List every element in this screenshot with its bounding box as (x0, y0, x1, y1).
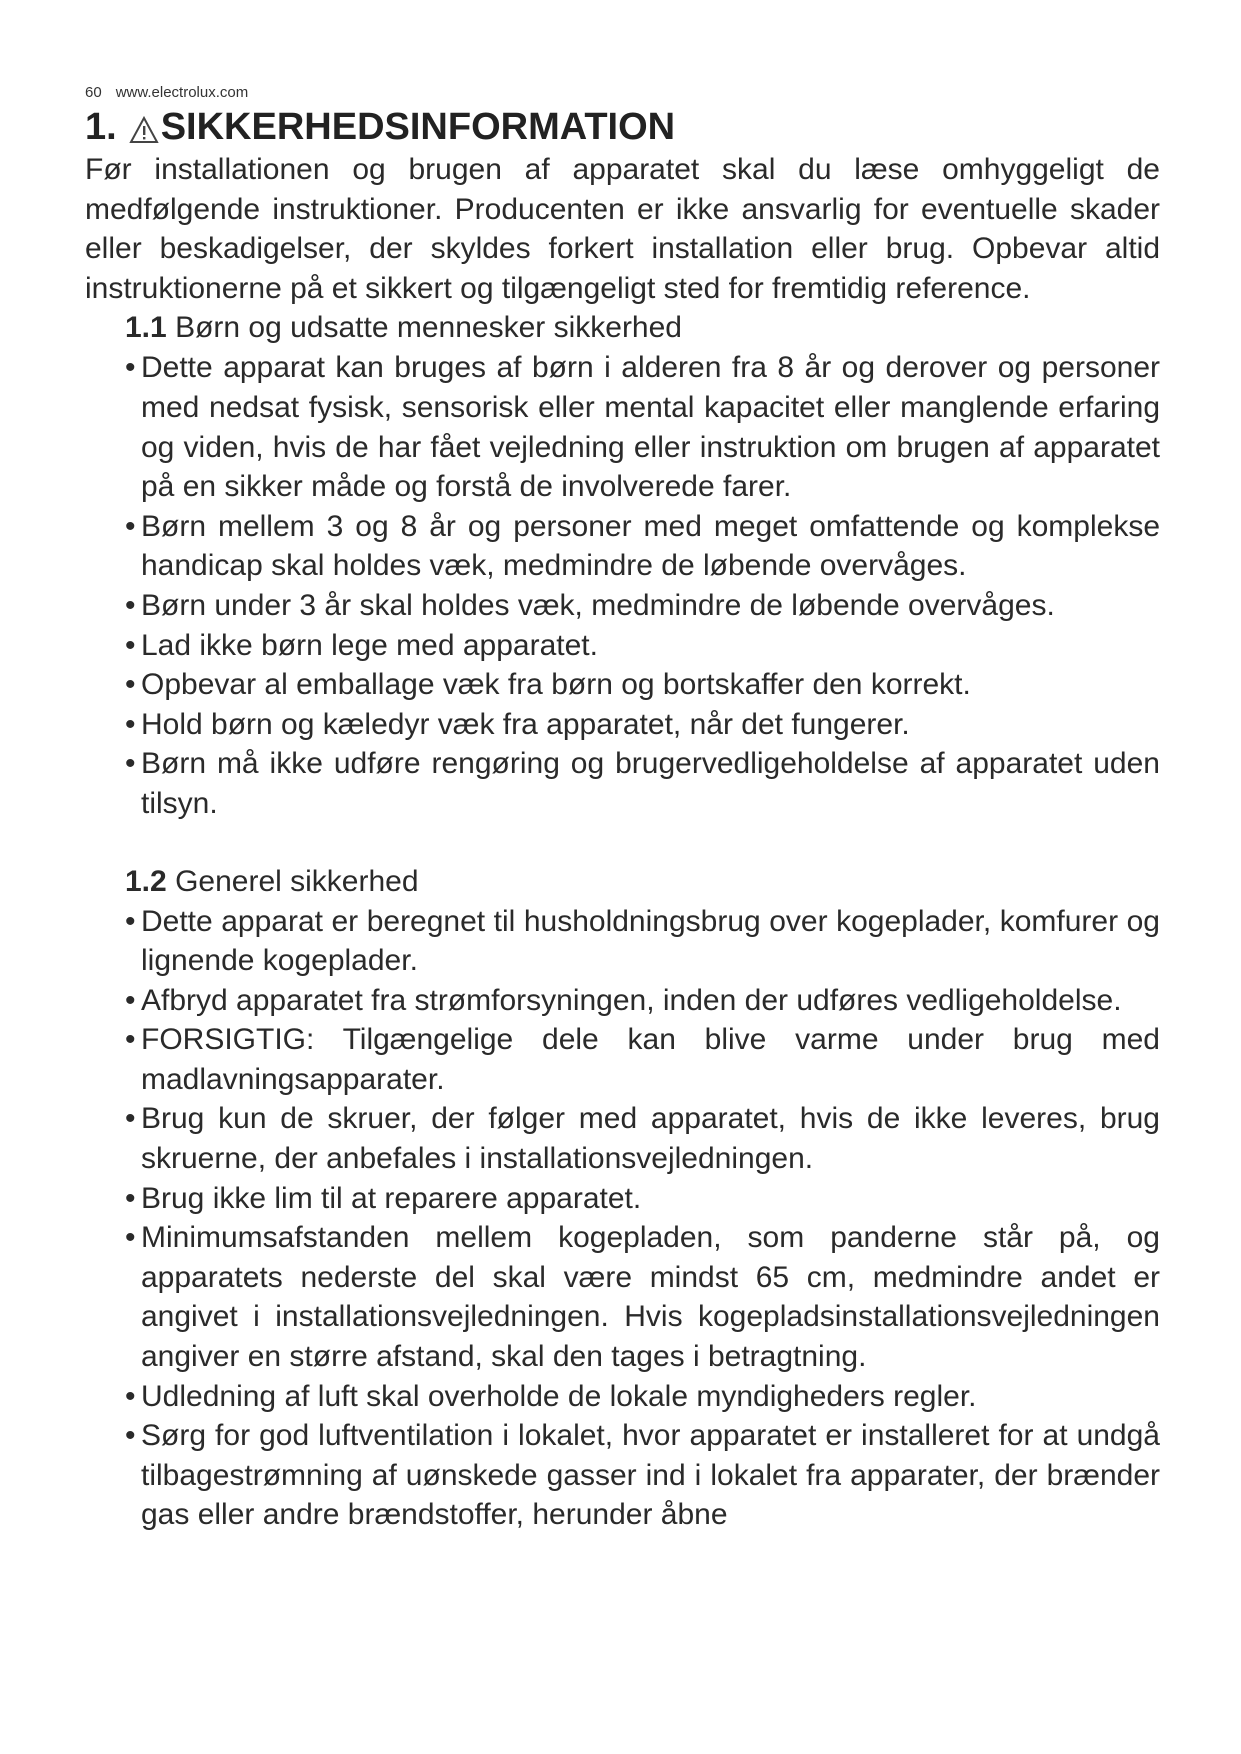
list-item: • Børn under 3 år skal holdes væk, medmindre de løbende overvåges. (125, 586, 1160, 626)
manual-page (85, 82, 1160, 1535)
subsection-heading (125, 308, 1160, 348)
spacer (85, 824, 1160, 862)
bullet-list (125, 348, 1160, 823)
list-item: • Opbevar al emballage væk fra børn og bortskaffer den korrekt. (125, 665, 1160, 705)
website-link[interactable]: www.electrolux.com (115, 84, 249, 101)
list-item: • Lad ikke børn lege med apparatet. (125, 626, 1160, 666)
bullet-list (125, 902, 1160, 1536)
list-item: • Udledning af luft skal overholde de lokale myndigheders regler. (125, 1377, 1160, 1417)
list-item: • Brug kun de skruer, der følger med apparatet, hvis de ikke leveres, brug skruerne, der anbefales i installationsvejledningen. (125, 1099, 1160, 1178)
section-title-text: SIKKERHEDSINFORMATION (160, 106, 676, 148)
list-item: • Hold børn og kæledyr væk fra apparatet, når det fungerer. (125, 705, 1160, 745)
intro-paragraph: Før installationen og brugen af apparatet skal du læse omhyggeligt de medfølgende instruktioner. Producenten er ikke ansvarlig for eventuelle skader eller beskadigelser, der skyldes forkert installation eller brug. Opbevar altid instruktionerne på et sikkert og tilgængeligt sted for fremtidig reference. (85, 153, 1160, 305)
list-item: • Børn må ikke udføre rengøring og brugervedligeholdelse af apparatet uden tilsyn. (125, 744, 1160, 823)
subsection-number: 1.2 (125, 864, 167, 898)
subsection-number: 1.1 (125, 311, 167, 345)
list-item: • Børn mellem 3 og 8 år og personer med meget omfattende og komplekse handicap skal holdes væk, medmindre de løbende overvåges. (125, 507, 1160, 586)
page-number: 60 (85, 84, 102, 101)
subsection-heading (125, 862, 1160, 902)
list-item: • Dette apparat kan bruges af børn i alderen fra 8 år og derover og personer med nedsat fysisk, sensorisk eller mental kapacitet eller manglende erfaring og viden, hvis de har fået vejledning eller instruktion om brugen af apparatet på en sikker måde og forstå de involverede farer. (125, 348, 1160, 506)
section-title (85, 104, 1160, 150)
section-children-safety (125, 308, 1160, 823)
list-item: • Brug ikke lim til at reparere apparatet. (125, 1179, 1160, 1219)
list-item: • Minimumsafstanden mellem kogepladen, som panderne står på, og apparatets nederste del skal være mindst 65 cm, medmindre andet er angivet i installationsvejledningen. Hvis kogepladsinstallationsvejledningen angiver en større afstand, skal den tages i betragtning. (125, 1218, 1160, 1376)
list-item: • Afbryd apparatet fra strømforsyningen, inden der udføres vedligeholdelse. (125, 981, 1160, 1021)
page-header (85, 82, 1160, 104)
list-item: • FORSIGTIG: Tilgængelige dele kan blive varme under brug med madlavningsapparater. (125, 1020, 1160, 1099)
list-item: • Sørg for god luftventilation i lokalet, hvor apparatet er installeret for at undgå tilbagestrømning af uønskede gasser ind i lokalet fra apparater, der brænder gas eller andre brændstoffer, herunder åbne (125, 1416, 1160, 1535)
section-number: 1. (85, 106, 117, 148)
subsection-title: Børn og udsatte mennesker sikkerhed (175, 311, 682, 345)
section-general-safety (125, 862, 1160, 1536)
warning-triangle-icon (129, 110, 159, 140)
list-item: • Dette apparat er beregnet til husholdningsbrug over kogeplader, komfurer og lignende kogeplader. (125, 902, 1160, 981)
subsection-title: Generel sikkerhed (175, 864, 419, 898)
